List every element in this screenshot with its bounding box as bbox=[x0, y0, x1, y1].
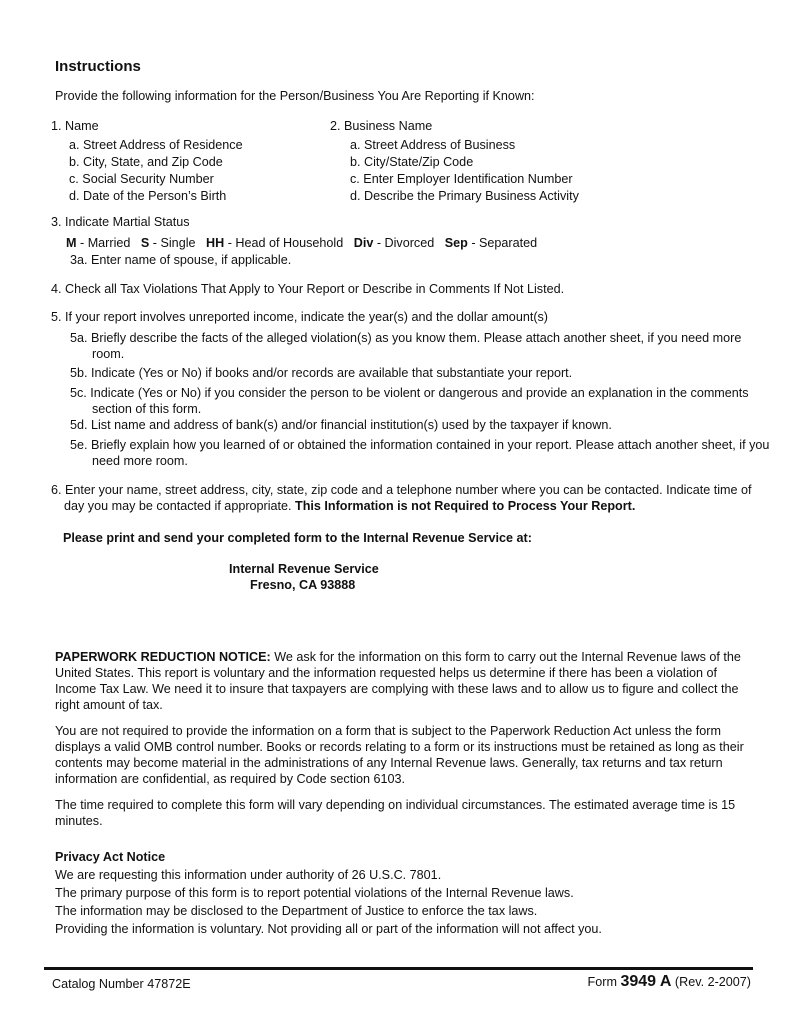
item-5-label: 5. If your report involves unreported income, indicate the year(s) and the dollar amount(s) bbox=[51, 310, 549, 324]
marital-status-list bbox=[66, 236, 537, 250]
item-5a: 5a. Briefly describe the facts of the alleged violation(s) as you know them. Please attach another sheet, if you need more room. bbox=[70, 331, 742, 361]
privacy-line: The information may be disclosed to the Department of Justice to enforce the tax laws. bbox=[55, 904, 538, 918]
status-desc: - Head of Household bbox=[224, 236, 344, 250]
privacy-line: We are requesting this information under authority of 26 U.S.C. 7801. bbox=[55, 868, 442, 882]
item-1-sub: d. Date of the Person’s Birth bbox=[69, 189, 227, 203]
form-number-value: 3949 A bbox=[620, 973, 672, 990]
status-desc: - Separated bbox=[467, 236, 538, 250]
form-revision: (Rev. 2-2007) bbox=[671, 975, 751, 989]
privacy-heading: Privacy Act Notice bbox=[55, 850, 166, 864]
item-6-bold: This Information is not Required to Process Your Report. bbox=[295, 499, 636, 513]
item-5c: 5c. Indicate (Yes or No) if you consider the person to be violent or dangerous and provide an explanation in the comments section of this form. bbox=[70, 386, 749, 416]
item-2-sub: a. Street Address of Business bbox=[350, 138, 516, 152]
privacy-line: The primary purpose of this form is to report potential violations of the Internal Revenue laws. bbox=[55, 886, 574, 900]
status-desc: - Single bbox=[149, 236, 196, 250]
status-code: S bbox=[140, 236, 150, 250]
status-code: M bbox=[66, 236, 77, 250]
status-code: HH bbox=[206, 236, 225, 250]
item-1-sub: a. Street Address of Residence bbox=[69, 138, 243, 152]
paperwork-text: We ask for the information on this form to carry out the Internal Revenue laws of the United States. This report is voluntary and the information requested helps us determine if there has been a violation of Income Tax Law. We need it to insure that taxpayers are complying with these laws and to allow us to figure and collect the right amount of tax. bbox=[55, 650, 741, 712]
item-3a: 3a. Enter name of spouse, if applicable. bbox=[70, 253, 292, 267]
item-1-label: 1. Name bbox=[51, 119, 99, 133]
paperwork-notice-p2: You are not required to provide the information on a form that is subject to the Paperwork Reduction Act unless the form displays a valid OMB control number. Books or records relating to a form or its instructions must be retained as long as their contents may become material in the administrations of any Internal Revenue laws. Generally, tax returns and tax return information are confidential, as required by Code section 6103. bbox=[55, 724, 744, 786]
item-6-text: 6. Enter your name, street address, city, state, zip code and a telephone number where you can be contacted. Indicate time of day you may be contacted if appropriate. bbox=[51, 483, 752, 513]
status-desc: - Divorced bbox=[373, 236, 435, 250]
item-6 bbox=[51, 482, 764, 514]
footer-divider bbox=[44, 967, 753, 970]
intro-text: Provide the following information for the Person/Business You Are Reporting if Known: bbox=[55, 89, 535, 103]
irs-address-line-1: Internal Revenue Service bbox=[229, 562, 379, 576]
item-2-sub: b. City/State/Zip Code bbox=[350, 155, 474, 169]
item-4: 4. Check all Tax Violations That Apply to Your Report or Describe in Comments If Not Listed. bbox=[51, 282, 565, 296]
form-number bbox=[588, 973, 751, 991]
status-code: Div bbox=[353, 236, 374, 250]
paperwork-notice-p1 bbox=[55, 649, 745, 713]
status-desc: - Married bbox=[76, 236, 131, 250]
irs-address-line-2: Fresno, CA 93888 bbox=[250, 578, 356, 592]
item-5d: 5d. List name and address of bank(s) and/or financial institution(s) used by the taxpayer if known. bbox=[70, 418, 612, 432]
item-1-sub: b. City, State, and Zip Code bbox=[69, 155, 223, 169]
item-5b: 5b. Indicate (Yes or No) if books and/or records are available that substantiate your report. bbox=[70, 366, 573, 380]
catalog-number: Catalog Number 47872E bbox=[52, 977, 191, 991]
item-5e: 5e. Briefly explain how you learned of or obtained the information contained in your report. Please attach another sheet, if you need more room. bbox=[70, 438, 770, 468]
item-2-label: 2. Business Name bbox=[330, 119, 433, 133]
paperwork-notice-p3: The time required to complete this form will vary depending on individual circumstances. The estimated average time is 15 minutes. bbox=[55, 798, 736, 828]
item-2-sub: c. Enter Employer Identification Number bbox=[350, 172, 573, 186]
item-1-sub: c. Social Security Number bbox=[69, 172, 214, 186]
paperwork-heading: PAPERWORK REDUCTION NOTICE: bbox=[55, 650, 271, 664]
form-prefix: Form bbox=[587, 975, 621, 989]
privacy-line: Providing the information is voluntary. Not providing all or part of the information will not affect you. bbox=[55, 922, 602, 936]
send-instruction: Please print and send your completed form to the Internal Revenue Service at: bbox=[63, 531, 532, 545]
item-2-sub: d. Describe the Primary Business Activity bbox=[350, 189, 579, 203]
item-3-label: 3. Indicate Martial Status bbox=[51, 215, 190, 229]
page-title: Instructions bbox=[55, 58, 141, 75]
status-code: Sep bbox=[444, 236, 468, 250]
